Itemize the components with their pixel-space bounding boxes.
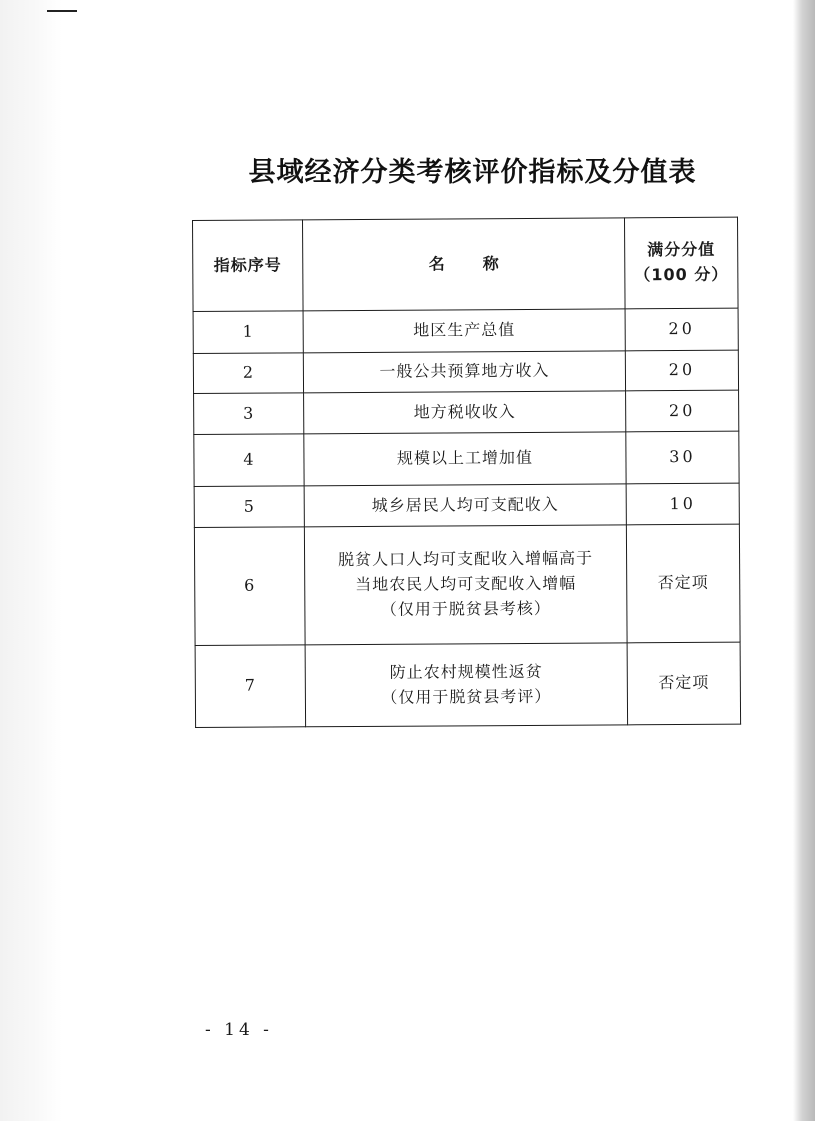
header-name (303, 218, 626, 311)
row-score: 20 (625, 350, 738, 391)
row-name-line: 地方税收收入 (413, 401, 516, 422)
table-row (194, 524, 740, 645)
row-score: 20 (626, 390, 739, 432)
row-score: 否定项 (626, 524, 740, 643)
row-index: 1 (193, 311, 303, 354)
table-header-row (193, 217, 739, 311)
document-title: 县域经济分类考核评价指标及分值表 (248, 157, 697, 188)
header-name-label: 名称 (428, 253, 537, 274)
row-score: 否定项 (627, 642, 740, 725)
row-index: 7 (195, 645, 305, 728)
table-row (194, 390, 739, 434)
table-row (194, 431, 739, 486)
row-name (305, 643, 627, 727)
row-name-line: 城乡居民人均可支配收入 (371, 494, 559, 515)
row-name (304, 391, 626, 434)
row-index: 5 (194, 486, 304, 528)
header-score-line1: 满分分值 (647, 240, 716, 260)
scan-right-edge (793, 0, 815, 1121)
table-row (193, 308, 738, 353)
row-name (303, 309, 625, 353)
row-name-line: 地区生产总值 (413, 320, 516, 340)
scan-left-edge (0, 0, 62, 1121)
row-index: 6 (194, 527, 305, 646)
header-score-line2: （100 分） (634, 264, 729, 285)
row-name-line: （仅用于脱贫县考核） (380, 598, 551, 619)
row-name (303, 351, 625, 393)
row-name-line: 防止农村规模性返贫 (389, 661, 543, 682)
row-index: 2 (193, 353, 303, 394)
row-name-line: 一般公共预算地方收入 (379, 360, 550, 381)
row-score: 10 (626, 483, 739, 525)
row-name-line: （仅用于脱贫县考评） (381, 686, 552, 707)
scan-mark (47, 10, 77, 18)
row-index: 3 (194, 393, 304, 435)
table-row (195, 642, 740, 727)
row-name (304, 525, 627, 645)
table-row (193, 350, 738, 393)
indicator-score-table (192, 217, 741, 728)
page-number: - 14 - (205, 1020, 273, 1040)
row-name (304, 432, 626, 486)
row-name-line: 当地农民人均可支配收入增幅 (355, 573, 577, 595)
row-score: 30 (626, 431, 739, 484)
row-score: 20 (625, 308, 738, 351)
row-name-line: 规模以上工增加值 (396, 448, 534, 468)
row-name (304, 484, 626, 527)
row-index: 4 (194, 434, 304, 487)
table-row (194, 483, 739, 527)
header-index: 指标序号 (193, 220, 304, 312)
header-score (624, 217, 738, 309)
row-name-line: 脱贫人口人均可支配收入增幅高于 (338, 548, 594, 570)
